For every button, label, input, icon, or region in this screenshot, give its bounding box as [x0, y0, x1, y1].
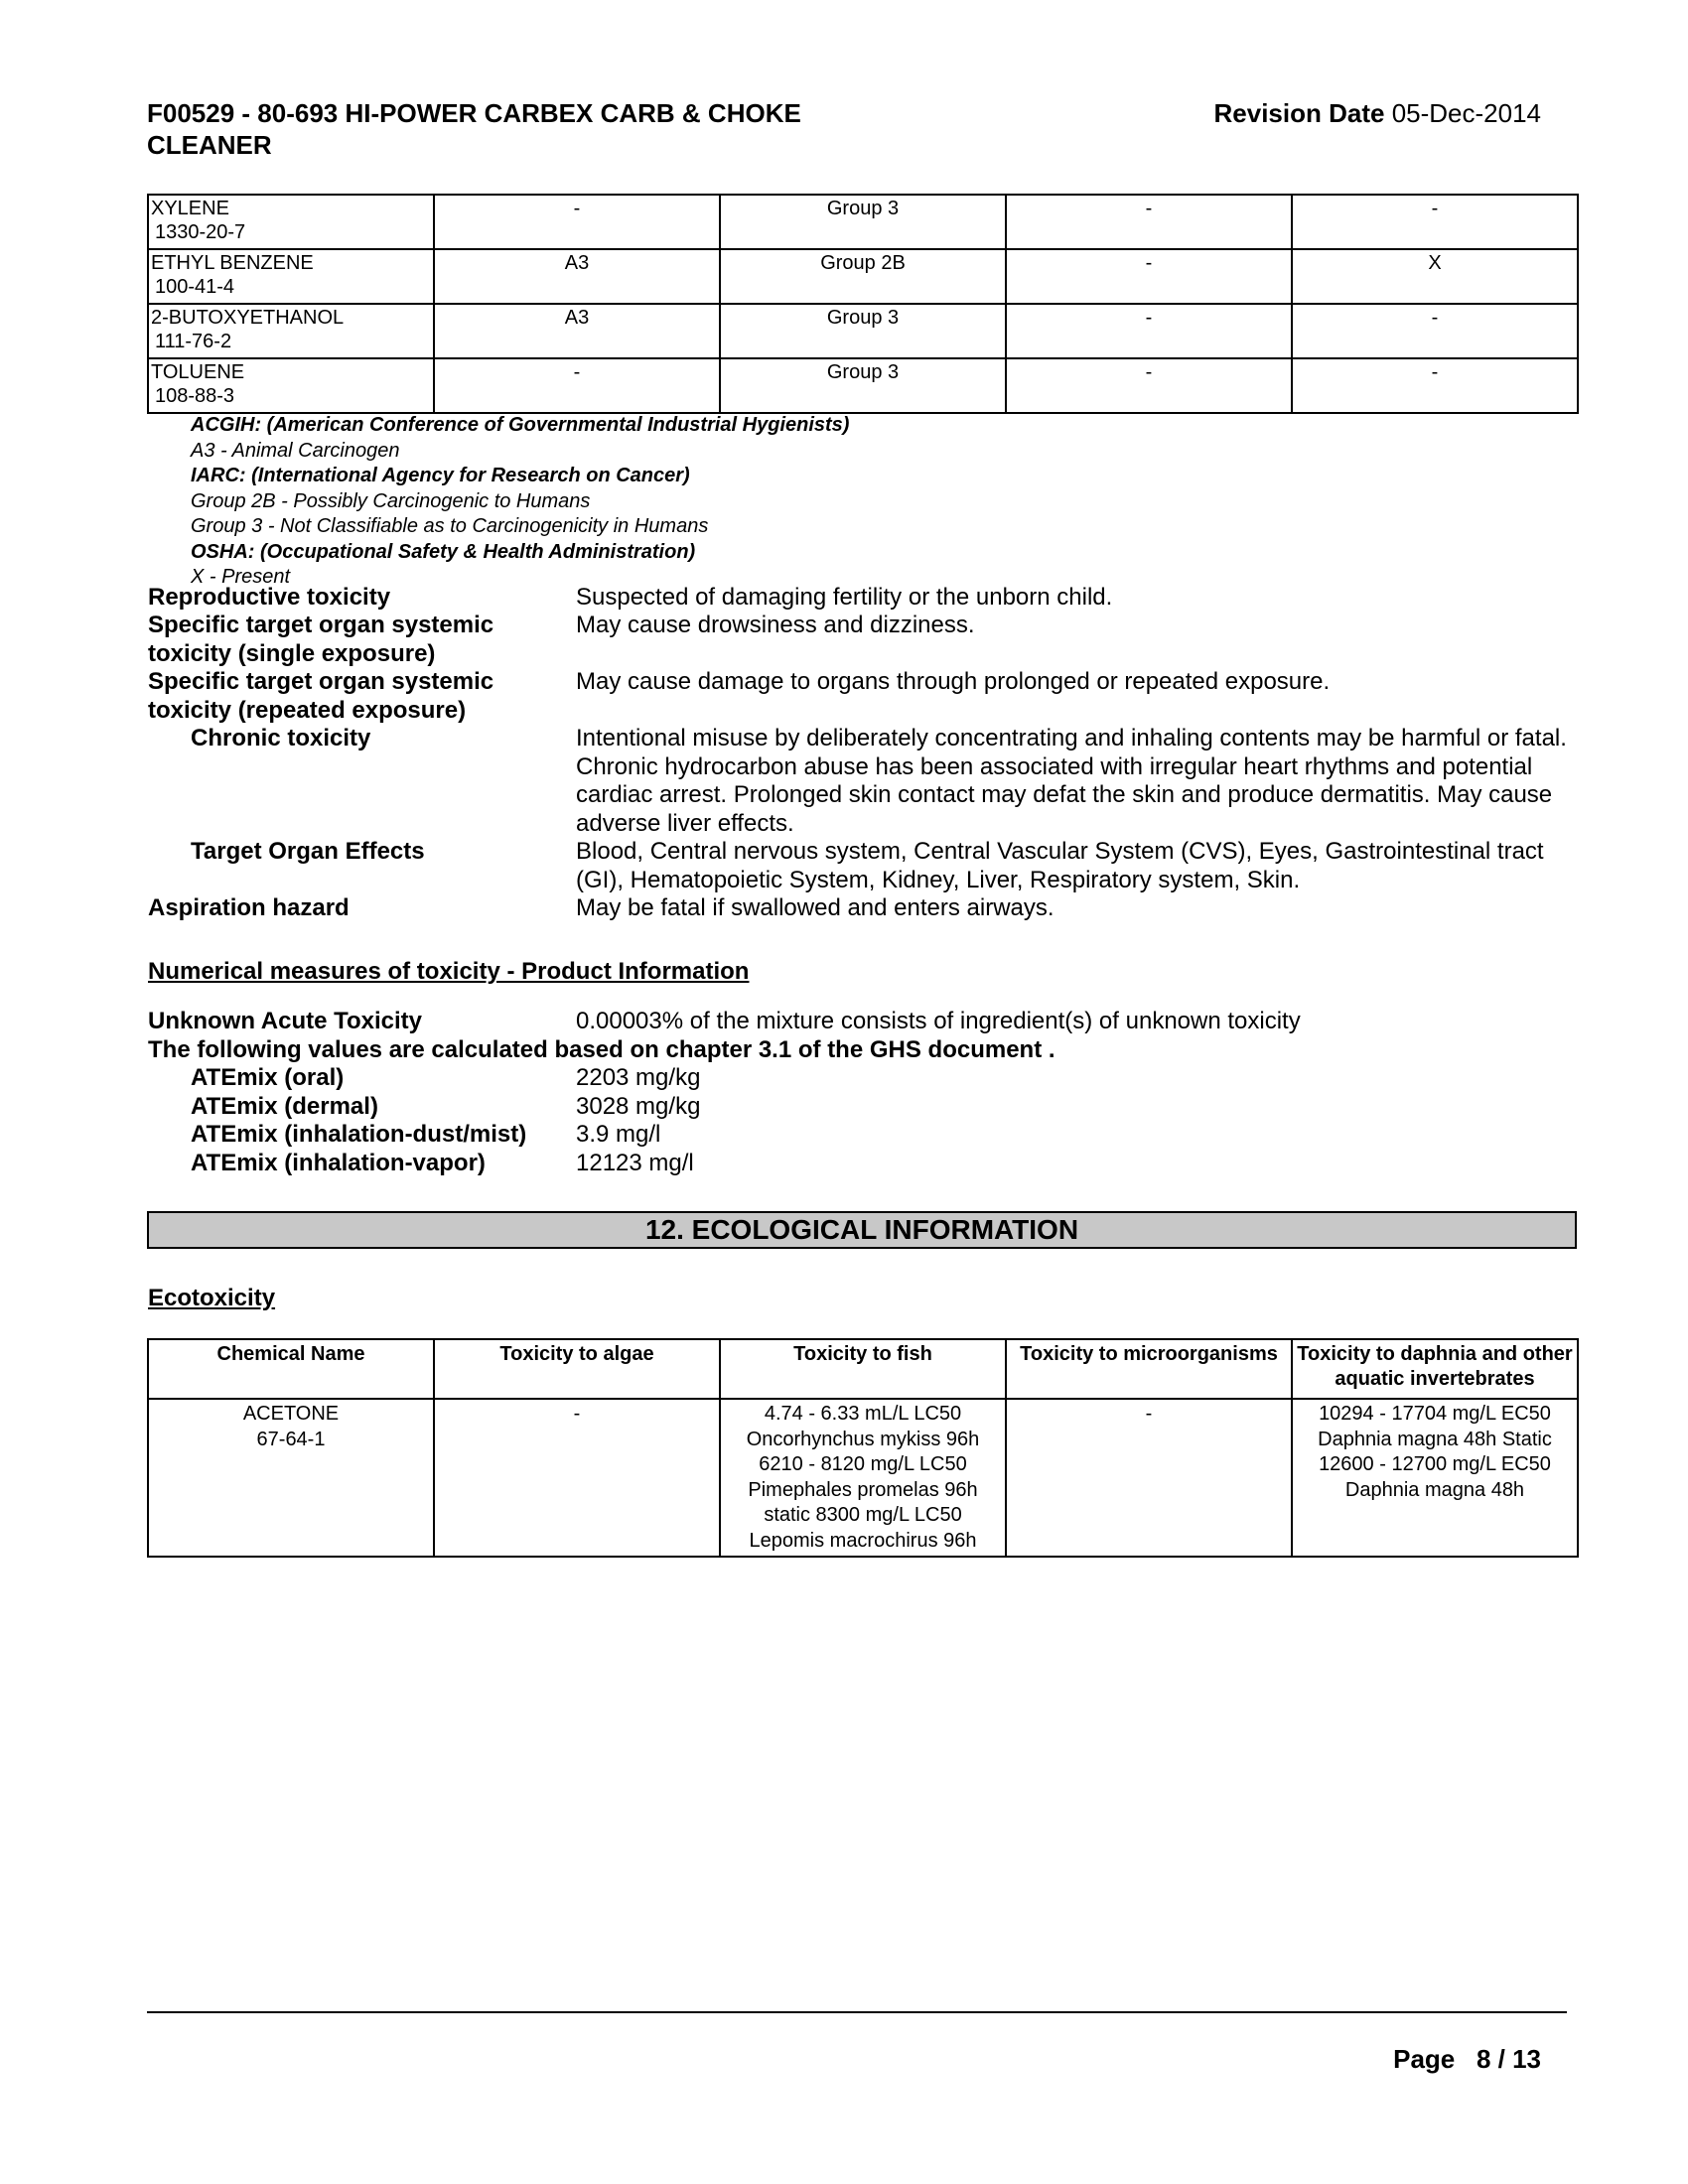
- cas-number: 67-64-1: [256, 1428, 326, 1450]
- acgih-cell: -: [434, 195, 720, 249]
- acgih-cell: -: [434, 358, 720, 413]
- osha-cell: -: [1292, 195, 1578, 249]
- ntp-cell: -: [1006, 195, 1292, 249]
- stot-repeated-value: May cause damage to organs through prolonged or repeated exposure.: [576, 668, 1331, 695]
- numerical-measures-heading: Numerical measures of toxicity - Product Information: [148, 958, 750, 985]
- osha-cell: X: [1292, 249, 1578, 304]
- osha-cell: -: [1292, 358, 1578, 413]
- cas-number: 108-88-3: [155, 385, 235, 407]
- chemical-cell: [148, 304, 434, 358]
- chemical-cell: [148, 249, 434, 304]
- chemical-name: ACETONE: [242, 1403, 340, 1425]
- daphnia-cell: [1292, 1399, 1578, 1557]
- atemix-dermal-label: ATEmix (dermal): [191, 1093, 378, 1120]
- atemix-vapor-label: ATEmix (inhalation-vapor): [191, 1150, 486, 1176]
- aspiration-hazard-value: May be fatal if swallowed and enters airways.: [576, 894, 1055, 921]
- column-header: Toxicity to daphnia and other aquatic invertebrates: [1292, 1339, 1578, 1399]
- acgih-cell: A3: [434, 249, 720, 304]
- chemical-name: TOLUENE: [151, 361, 245, 383]
- chemical-cell: [148, 358, 434, 413]
- legend-acgih: ACGIH: (American Conference of Governmental Industrial Hygienists): [191, 414, 850, 436]
- fish-line: static 8300 mg/L LC50: [764, 1504, 962, 1526]
- carcinogenicity-table: [147, 194, 1579, 414]
- target-organ-value: Blood, Central nervous system, Central Vascular System (CVS), Eyes, Gastrointestinal tract (GI), Hematopoietic System, Kidney, Liver, Respiratory system, Skin.: [576, 838, 1544, 893]
- atemix-dust-label: ATEmix (inhalation-dust/mist): [191, 1121, 527, 1148]
- ntp-cell: -: [1006, 249, 1292, 304]
- microorganisms-cell: -: [1006, 1399, 1292, 1557]
- document-title: F00529 - 80-693 HI-POWER CARBEX CARB & CHOKE CLEANER: [147, 98, 801, 160]
- daphnia-line: 10294 - 17704 mg/L EC50: [1319, 1403, 1551, 1425]
- ghs-calculation-note: The following values are calculated based on chapter 3.1 of the GHS document .: [148, 1036, 1055, 1063]
- page-value: 8 / 13: [1476, 2044, 1541, 2074]
- ecotoxicity-table: [147, 1338, 1579, 1558]
- daphnia-line: Daphnia magna 48h: [1344, 1478, 1525, 1501]
- legend-iarc: IARC: (International Agency for Research on Cancer): [191, 465, 690, 486]
- reproductive-toxicity-value: Suspected of damaging fertility or the unborn child.: [576, 584, 1113, 611]
- chemical-name: 2-BUTOXYETHANOL: [151, 307, 345, 329]
- cas-number: 1330-20-7: [155, 221, 246, 243]
- chronic-toxicity-label: Chronic toxicity: [191, 725, 371, 751]
- footer-divider: [147, 2011, 1567, 2013]
- fish-line: Pimephales promelas 96h: [748, 1478, 978, 1501]
- atemix-oral-label: ATEmix (oral): [191, 1064, 345, 1091]
- legend-a3: A3 - Animal Carcinogen: [191, 439, 400, 462]
- fish-line: Oncorhynchus mykiss 96h: [746, 1428, 980, 1450]
- daphnia-line: 12600 - 12700 mg/L EC50: [1319, 1453, 1551, 1475]
- atemix-dust-value: 3.9 mg/l: [576, 1121, 661, 1148]
- fish-line: 6210 - 8120 mg/L LC50: [759, 1453, 967, 1475]
- table-row: [148, 358, 1578, 413]
- table-header-row: [148, 1339, 1578, 1399]
- osha-cell: -: [1292, 304, 1578, 358]
- chemical-name: ETHYL BENZENE: [151, 252, 314, 274]
- revision-label: Revision Date: [1213, 98, 1385, 128]
- ntp-cell: -: [1006, 358, 1292, 413]
- page-number: [1393, 2043, 1541, 2075]
- iarc-cell: Group 3: [720, 195, 1006, 249]
- legend-group2b: Group 2B - Possibly Carcinogenic to Humans: [191, 489, 591, 512]
- iarc-cell: Group 3: [720, 358, 1006, 413]
- atemix-oral-value: 2203 mg/kg: [576, 1064, 701, 1091]
- table-row: [148, 304, 1578, 358]
- unknown-acute-toxicity-label: Unknown Acute Toxicity: [148, 1008, 423, 1034]
- table-row: [148, 1399, 1578, 1557]
- column-header: Toxicity to microorganisms: [1006, 1339, 1292, 1399]
- column-header: Toxicity to fish: [720, 1339, 1006, 1399]
- target-organ-label: Target Organ Effects: [191, 838, 425, 865]
- revision-value: 05-Dec-2014: [1391, 98, 1541, 128]
- legend-osha: OSHA: (Occupational Safety & Health Administration): [191, 540, 696, 563]
- unknown-acute-toxicity-value: 0.00003% of the mixture consists of ingredient(s) of unknown toxicity: [576, 1008, 1301, 1034]
- stot-single-label: Specific target organ systemic toxicity (single exposure): [148, 612, 494, 667]
- ntp-cell: -: [1006, 304, 1292, 358]
- iarc-cell: Group 2B: [720, 249, 1006, 304]
- chemical-cell: [148, 1399, 434, 1557]
- ecotoxicity-heading: Ecotoxicity: [148, 1285, 276, 1311]
- revision-date: [1214, 97, 1542, 129]
- algae-cell: -: [434, 1399, 720, 1557]
- aspiration-hazard-label: Aspiration hazard: [148, 894, 350, 921]
- chemical-name: XYLENE: [151, 198, 229, 219]
- fish-line: Lepomis macrochirus 96h: [749, 1529, 977, 1552]
- table-row: [148, 249, 1578, 304]
- table-row: [148, 195, 1578, 249]
- legend-group3: Group 3 - Not Classifiable as to Carcinogenicity in Humans: [191, 515, 709, 537]
- page-label: Page: [1393, 2044, 1456, 2074]
- chemical-cell: [148, 195, 434, 249]
- fish-line: 4.74 - 6.33 mL/L LC50: [764, 1403, 962, 1425]
- stot-single-value: May cause drowsiness and dizziness.: [576, 612, 975, 638]
- acgih-cell: A3: [434, 304, 720, 358]
- column-header: Chemical Name: [148, 1339, 434, 1399]
- daphnia-line: Daphnia magna 48h Static: [1318, 1428, 1552, 1450]
- stot-repeated-label: Specific target organ systemic toxicity (repeated exposure): [148, 668, 494, 724]
- legend-x: X - Present: [191, 566, 291, 588]
- carcinogen-legend: [191, 413, 849, 591]
- iarc-cell: Group 3: [720, 304, 1006, 358]
- atemix-vapor-value: 12123 mg/l: [576, 1150, 694, 1176]
- chronic-toxicity-value: Intentional misuse by deliberately concentrating and inhaling contents may be harmful or fatal. Chronic hydrocarbon abuse has been associated with irregular heart rhythms and potential cardiac arrest. Prolonged skin contact may defat the skin and produce dermatitis. May cause adverse liver effects.: [576, 725, 1567, 837]
- ecological-section-header: 12. ECOLOGICAL INFORMATION: [147, 1211, 1577, 1249]
- atemix-dermal-value: 3028 mg/kg: [576, 1093, 701, 1120]
- fish-cell: [720, 1399, 1006, 1557]
- column-header: Toxicity to algae: [434, 1339, 720, 1399]
- cas-number: 100-41-4: [155, 276, 235, 298]
- reproductive-toxicity-label: Reproductive toxicity: [148, 584, 391, 611]
- cas-number: 111-76-2: [155, 331, 232, 352]
